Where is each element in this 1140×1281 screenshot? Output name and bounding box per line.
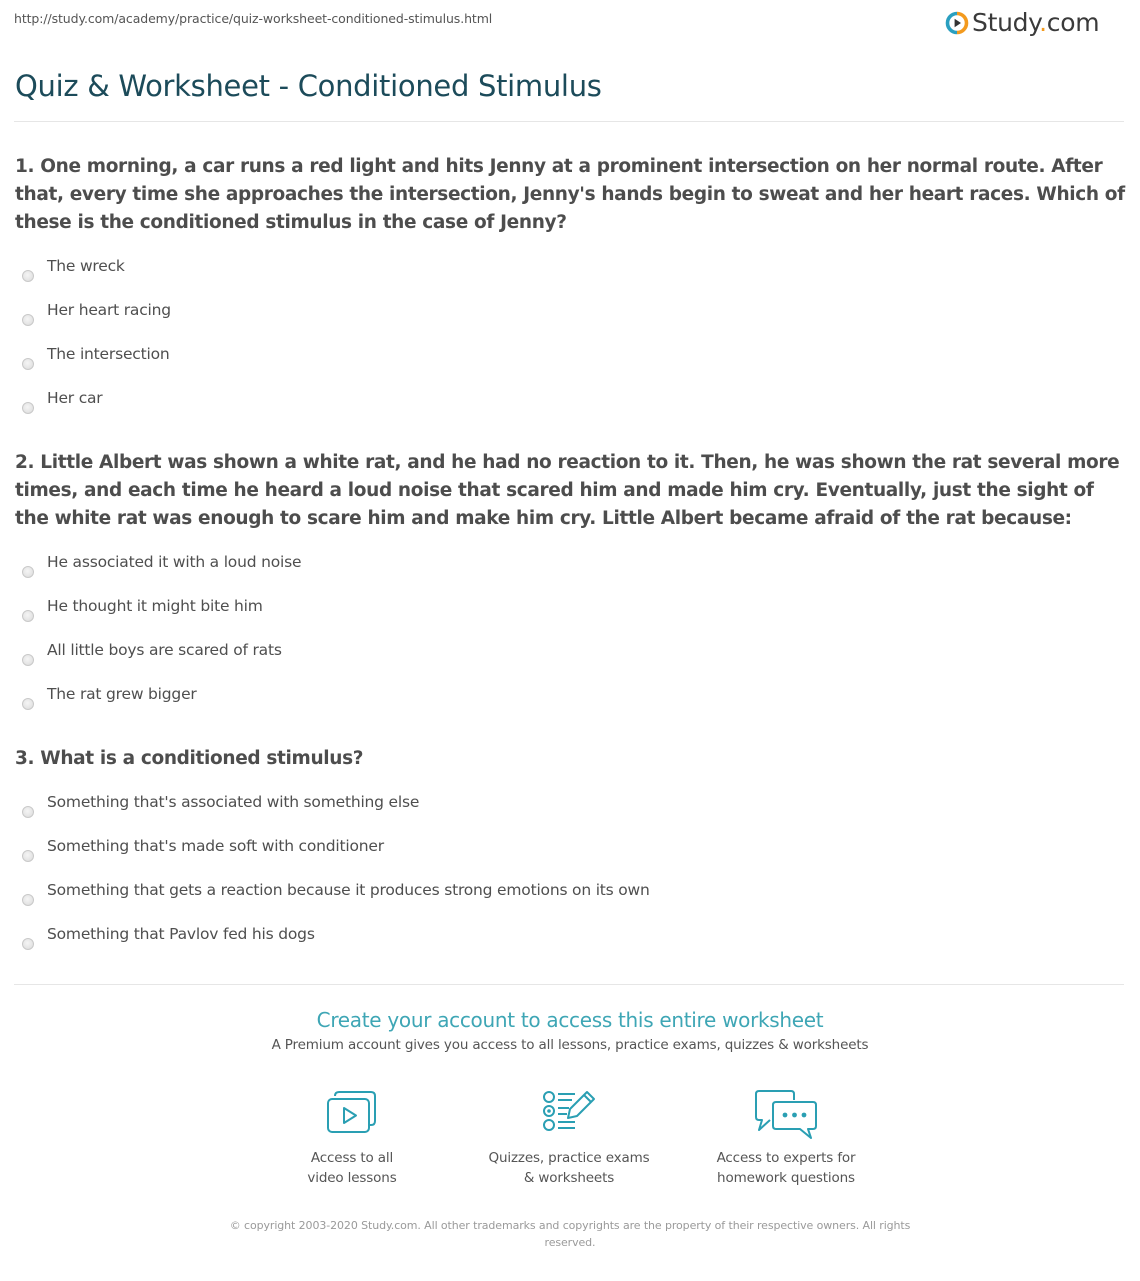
title-divider — [14, 121, 1124, 122]
create-account-link[interactable]: Create your account to access this entire worksheet — [316, 1008, 824, 1032]
page-title: Quiz & Worksheet - Conditioned Stimulus — [15, 69, 602, 103]
question-1-options — [22, 254, 171, 430]
option-label: He thought it might bite him — [47, 597, 263, 615]
logo-text: Study.com — [972, 8, 1100, 37]
option-label: Something that Pavlov fed his dogs — [47, 925, 315, 943]
radio-button[interactable] — [22, 938, 34, 950]
question-3-options — [22, 790, 650, 966]
option-label: Something that gets a reaction because it produces strong emotions on its own — [47, 881, 650, 899]
answer-option[interactable] — [22, 298, 171, 342]
video-lessons-icon — [326, 1090, 378, 1134]
option-label: The wreck — [47, 257, 125, 275]
copyright-notice: © copyright 2003-2020 Study.com. All other trademarks and copyrights are the property of their respective owners. All rights reserved. — [229, 1219, 911, 1249]
feature-experts — [686, 1090, 886, 1188]
page-url: http://study.com/academy/practice/quiz-worksheet-conditioned-stimulus.html — [14, 11, 493, 26]
answer-option[interactable] — [22, 922, 650, 966]
radio-button[interactable] — [22, 850, 34, 862]
question-3-text: 3. What is a conditioned stimulus? — [15, 748, 364, 769]
answer-option[interactable] — [22, 386, 171, 430]
study-logo[interactable] — [945, 9, 1099, 37]
answer-option[interactable] — [22, 638, 301, 682]
answer-option[interactable] — [22, 254, 171, 298]
premium-description: A Premium account gives you access to all lessons, practice exams, quizzes & worksheets — [271, 1037, 869, 1053]
radio-button[interactable] — [22, 806, 34, 818]
option-label: All little boys are scared of rats — [47, 641, 282, 659]
option-label: Her heart racing — [47, 301, 171, 319]
feature-video-lessons — [252, 1090, 452, 1188]
answer-option[interactable] — [22, 594, 301, 638]
radio-button[interactable] — [22, 654, 34, 666]
quiz-checklist-icon — [541, 1090, 597, 1134]
feature-quizzes — [469, 1090, 669, 1188]
feature-line1: Quizzes, practice exams — [488, 1150, 650, 1166]
radio-button[interactable] — [22, 270, 34, 282]
radio-button[interactable] — [22, 566, 34, 578]
option-label: Something that's made soft with conditioner — [47, 837, 384, 855]
option-label: The rat grew bigger — [47, 685, 197, 703]
option-label: Something that's associated with something else — [47, 793, 420, 811]
radio-button[interactable] — [22, 314, 34, 326]
answer-option[interactable] — [22, 790, 650, 834]
radio-button[interactable] — [22, 698, 34, 710]
option-label: He associated it with a loud noise — [47, 553, 302, 571]
feature-line2: homework questions — [717, 1170, 855, 1186]
question-2-options — [22, 550, 301, 726]
answer-option[interactable] — [22, 342, 171, 386]
question-1-text: 1. One morning, a car runs a red light and hits Jenny at a prominent intersection on her normal route. After that, every time she approaches the intersection, Jenny's hands begin to sweat and her heart races. Which of these is the conditioned stimulus in the case of Jenny? — [15, 156, 1125, 233]
feature-line1: Access to experts for — [716, 1150, 856, 1166]
feature-line1: Access to all — [310, 1150, 394, 1166]
option-label: Her car — [47, 389, 103, 407]
option-label: The intersection — [47, 345, 170, 363]
chat-bubbles-icon — [754, 1090, 818, 1140]
radio-button[interactable] — [22, 894, 34, 906]
radio-button[interactable] — [22, 402, 34, 414]
feature-line2: & worksheets — [523, 1170, 615, 1186]
cta-divider — [14, 984, 1124, 985]
answer-option[interactable] — [22, 550, 301, 594]
feature-line2: video lessons — [307, 1170, 397, 1186]
question-2-text: 2. Little Albert was shown a white rat, and he had no reaction to it. Then, he was shown the rat several more times, and each time he heard a loud noise that scared him and made him cry. Eventually, just the sight of the white rat was enough to scare him and make him cry. Little Albert became afraid of the rat because: — [15, 452, 1120, 529]
answer-option[interactable] — [22, 834, 650, 878]
radio-button[interactable] — [22, 610, 34, 622]
radio-button[interactable] — [22, 358, 34, 370]
study-play-icon — [945, 11, 969, 35]
answer-option[interactable] — [22, 682, 301, 726]
answer-option[interactable] — [22, 878, 650, 922]
